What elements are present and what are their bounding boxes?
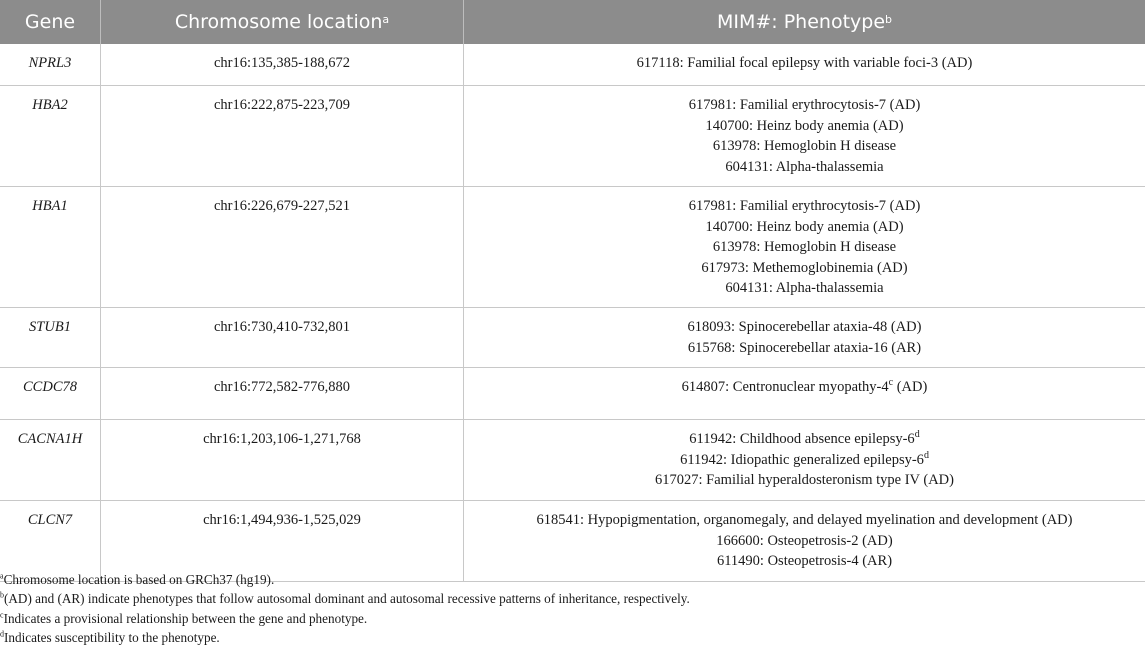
phenotype-entry	[464, 551, 1145, 572]
gene-cell: STUB1	[29, 319, 71, 335]
chromosome-location-cell: chr16:772,582-776,880	[100, 368, 463, 419]
phenotype-text: 617027: Familial hyperaldosteronism type IV (AD)	[655, 472, 954, 488]
footnote-mark: b	[0, 590, 4, 600]
header-phenotype-label: MIM#: Phenotype	[716, 11, 886, 33]
chromosome-location-cell: chr16:222,875-223,709	[100, 86, 463, 186]
phenotype-entry	[464, 278, 1145, 299]
phenotype-footnote-mark: c	[888, 377, 894, 389]
gene-cell: CCDC78	[23, 379, 77, 395]
phenotype-text: 617118: Familial focal epilepsy with variable foci-3 (AD)	[636, 55, 973, 71]
gene-cell: HBA2	[32, 97, 68, 113]
phenotype-text: 613978: Hemoglobin H disease	[712, 138, 897, 154]
phenotype-text: 614807: Centronuclear myopathy-4	[681, 379, 889, 395]
footnote-text: Indicates a provisional relationship between the gene and phenotype.	[3, 610, 368, 626]
phenotype-text-suffix: (AD)	[893, 379, 928, 395]
footnote-mark: c	[0, 610, 4, 620]
phenotype-entry	[464, 470, 1145, 491]
phenotype-text: 617981: Familial erythrocytosis-7 (AD)	[688, 198, 921, 214]
footnote-text: (AD) and (AR) indicate phenotypes that follow autosomal dominant and autosomal recessive patterns of inheritance, respectively.	[4, 591, 690, 607]
chromosome-location-cell: chr16:1,203,106-1,271,768	[100, 420, 463, 500]
table-row	[0, 187, 1145, 308]
footnote	[0, 570, 1145, 589]
footnote	[0, 609, 1145, 628]
table-header	[0, 0, 1145, 44]
footnote-text: Indicates susceptibility to the phenotype.	[4, 629, 220, 645]
phenotype-text: 166600: Osteopetrosis-2 (AD)	[716, 532, 893, 549]
phenotype-text: 611490: Osteopetrosis-4 (AR)	[716, 553, 893, 569]
table-body	[0, 44, 1145, 582]
header-chromosome-location: Chromosome location $^a$	[100, 0, 463, 44]
phenotype-entry	[464, 95, 1145, 116]
table-row	[0, 44, 1145, 86]
phenotype-text: 604131: Alpha-thalassemia	[725, 280, 884, 296]
phenotype-entry	[464, 116, 1145, 137]
chromosome-location-cell: chr16:1,494,936-1,525,029	[100, 501, 463, 581]
gene-cell: CACNA1H	[17, 431, 83, 447]
footnote-mark: d	[0, 629, 4, 639]
table-row	[0, 308, 1145, 368]
table-footnotes	[0, 570, 1145, 647]
phenotype-entry	[464, 196, 1145, 217]
footnote	[0, 628, 1145, 647]
phenotype-text: 618541: Hypopigmentation, organomegaly, and delayed myelination and development (AD)	[536, 512, 1073, 528]
footnote-text: Chromosome location is based on GRCh37 (hg19).	[3, 572, 275, 587]
phenotype-entry	[464, 237, 1145, 258]
phenotype-entry	[464, 510, 1145, 531]
header-gene	[0, 0, 100, 44]
phenotype-footnote-mark: d	[914, 429, 920, 441]
phenotype-entry	[464, 53, 1145, 74]
phenotype-text: 140700: Heinz body anemia (AD)	[705, 218, 904, 235]
table-row	[0, 86, 1145, 187]
phenotype-text: 617973: Methemoglobinemia (AD)	[701, 259, 908, 276]
header-phenotype: MIM#: Phenotype $^b$	[463, 0, 1145, 44]
phenotype-text: 618093: Spinocerebellar ataxia-48 (AD)	[687, 319, 922, 335]
phenotype-text: 613978: Hemoglobin H disease	[712, 239, 897, 255]
phenotype-cell	[463, 501, 1145, 581]
phenotype-text: 615768: Spinocerebellar ataxia-16 (AR)	[687, 339, 922, 356]
phenotype-cell	[463, 308, 1145, 367]
phenotype-cell	[463, 44, 1145, 85]
phenotype-cell	[463, 86, 1145, 186]
phenotype-entry	[464, 377, 1145, 398]
footnote	[0, 589, 1145, 608]
phenotype-text: 611942: Childhood absence epilepsy-6	[689, 431, 915, 447]
phenotype-text: 611942: Idiopathic generalized epilepsy-6	[680, 451, 924, 468]
header-location-label: Chromosome location	[174, 11, 383, 33]
chromosome-location-cell: chr16:226,679-227,521	[100, 187, 463, 307]
phenotype-entry	[464, 531, 1145, 552]
footnote-mark: a	[0, 571, 4, 581]
gene-cell: CLCN7	[27, 512, 73, 528]
phenotype-entry	[464, 317, 1145, 338]
phenotype-entry	[464, 258, 1145, 279]
chromosome-location-cell: chr16:730,410-732,801	[100, 308, 463, 367]
table-row	[0, 368, 1145, 420]
phenotype-entry	[464, 450, 1145, 471]
phenotype-footnote-mark: d	[923, 449, 929, 461]
phenotype-text: 604131: Alpha-thalassemia	[725, 158, 884, 175]
phenotype-cell	[463, 420, 1145, 500]
chromosome-location-cell: chr16:135,385-188,672	[100, 44, 463, 85]
phenotype-text: 617981: Familial erythrocytosis-7 (AD)	[688, 97, 921, 113]
header-gene-label: Gene	[24, 11, 76, 33]
phenotype-text: 140700: Heinz body anemia (AD)	[705, 117, 904, 134]
gene-cell: HBA1	[32, 198, 68, 214]
phenotype-cell	[463, 187, 1145, 307]
phenotype-entry	[464, 338, 1145, 359]
gene-cell: NPRL3	[28, 55, 72, 71]
phenotype-entry	[464, 157, 1145, 178]
phenotype-cell	[463, 368, 1145, 419]
table-row	[0, 420, 1145, 501]
phenotype-entry	[464, 217, 1145, 238]
phenotype-entry	[464, 429, 1145, 450]
phenotype-entry	[464, 136, 1145, 157]
